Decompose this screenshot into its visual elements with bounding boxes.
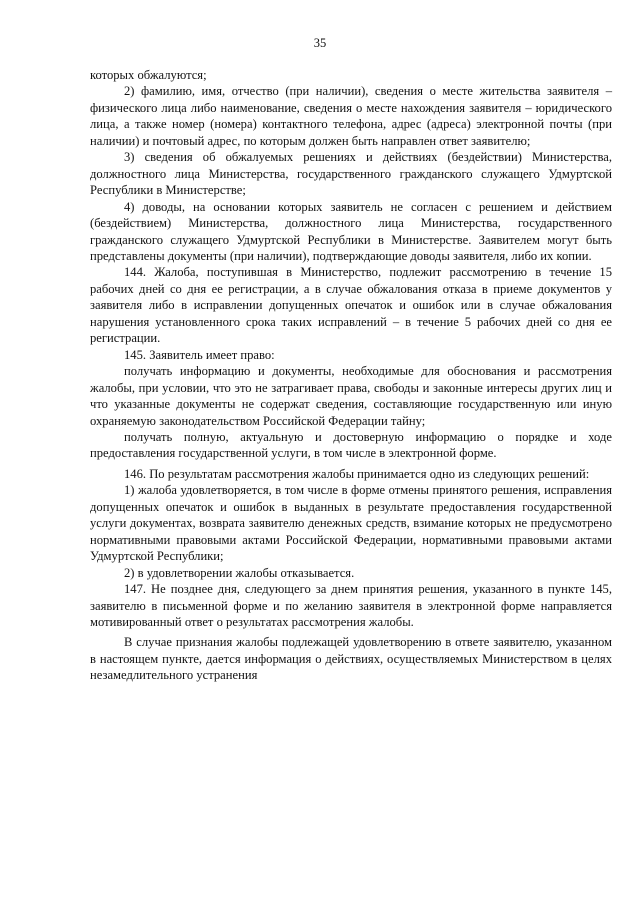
paragraph-right-full-info: получать полную, актуальную и достоверную информацию о порядке и ходе предоставления государственной услуги, в том числе в электронной форме. bbox=[90, 429, 612, 461]
paragraph-continuation: которых обжалуются; bbox=[90, 68, 207, 82]
paragraph-146: 146. По результатам рассмотрения жалобы принимается одно из следующих решений: bbox=[124, 466, 590, 481]
page-number: 35 bbox=[313, 36, 327, 50]
paragraph-satisfaction-case: В случае признания жалобы подлежащей удовлетворению в ответе заявителю, указанном в настоящем пункте, дается информация о действиях, осуществляемых Министерством в целях незамедлительного устранения bbox=[90, 635, 612, 683]
paragraph-right-info-docs: получать информацию и документы, необходимые для обоснования и рассмотрения жалобы, при условии, что это не затрагивает права, свободы и законные интересы других лиц и что указанные документы не содержат сведения, составляющие государственную или иную охраняемую законодательством Российской Федерации тайну; bbox=[90, 364, 612, 428]
paragraph-147: 147. Не позднее дня, следующего за днем принятия решения, указанного в пункте 145, заявителю в письменной форме и по желанию заявителя в электронной форме направляется мотивированный ответ о результатах рассмотрения жалобы. bbox=[90, 582, 612, 629]
page-body bbox=[90, 67, 612, 684]
paragraph-item-4: 4) доводы, на основании которых заявитель не согласен с решением и действием (бездействием) Министерства, должностного лица Министерства, государственного гражданского служащего Удмуртской Республики в Министерстве. Заявителем могут быть представлены документы (при наличии), подтверждающие доводы заявителя, либо их копии. bbox=[90, 199, 612, 263]
paragraph-decision-1: 1) жалоба удовлетворяется, в том числе в форме отмены принятого решения, исправления допущенных опечаток и ошибок в выданных в результате предоставления государственной услуги документах, возврата заявителю денежных средств, взимание которых не предусмотрено нормативными правовыми актами Российской Федерации, нормативными правовыми актами Удмуртской Республики; bbox=[90, 483, 612, 564]
paragraph-item-3: 3) сведения об обжалуемых решениях и действиях (бездействии) Министерства, должностного лица Министерства, государственного гражданского служащего Удмуртской Республики в Министерстве; bbox=[90, 150, 612, 198]
paragraph-decision-2: 2) в удовлетворении жалобы отказывается. bbox=[124, 565, 355, 580]
paragraph-145: 145. Заявитель имеет право: bbox=[124, 347, 275, 362]
paragraph-144: 144. Жалоба, поступившая в Министерство, подлежит рассмотрению в течение 15 рабочих дней со дня ее регистрации, а в случае обжалования отказа в приеме документов у заявителя либо в исправлении допущенных опечаток и ошибок или в случае обжалования нарушения установленного срока таких исправлений – в течение 5 рабочих дней со дня ее регистрации. bbox=[90, 265, 612, 346]
paragraph-item-2: 2) фамилию, имя, отчество (при наличии), сведения о месте жительства заявителя – физического лица либо наименование, сведения о месте нахождения заявителя – юридического лица, а также номер (номера) контактного телефона, адрес (адреса) электронной почты (при наличии) и почтовый адрес, по которым должен быть направлен ответ заявителю; bbox=[90, 84, 612, 148]
